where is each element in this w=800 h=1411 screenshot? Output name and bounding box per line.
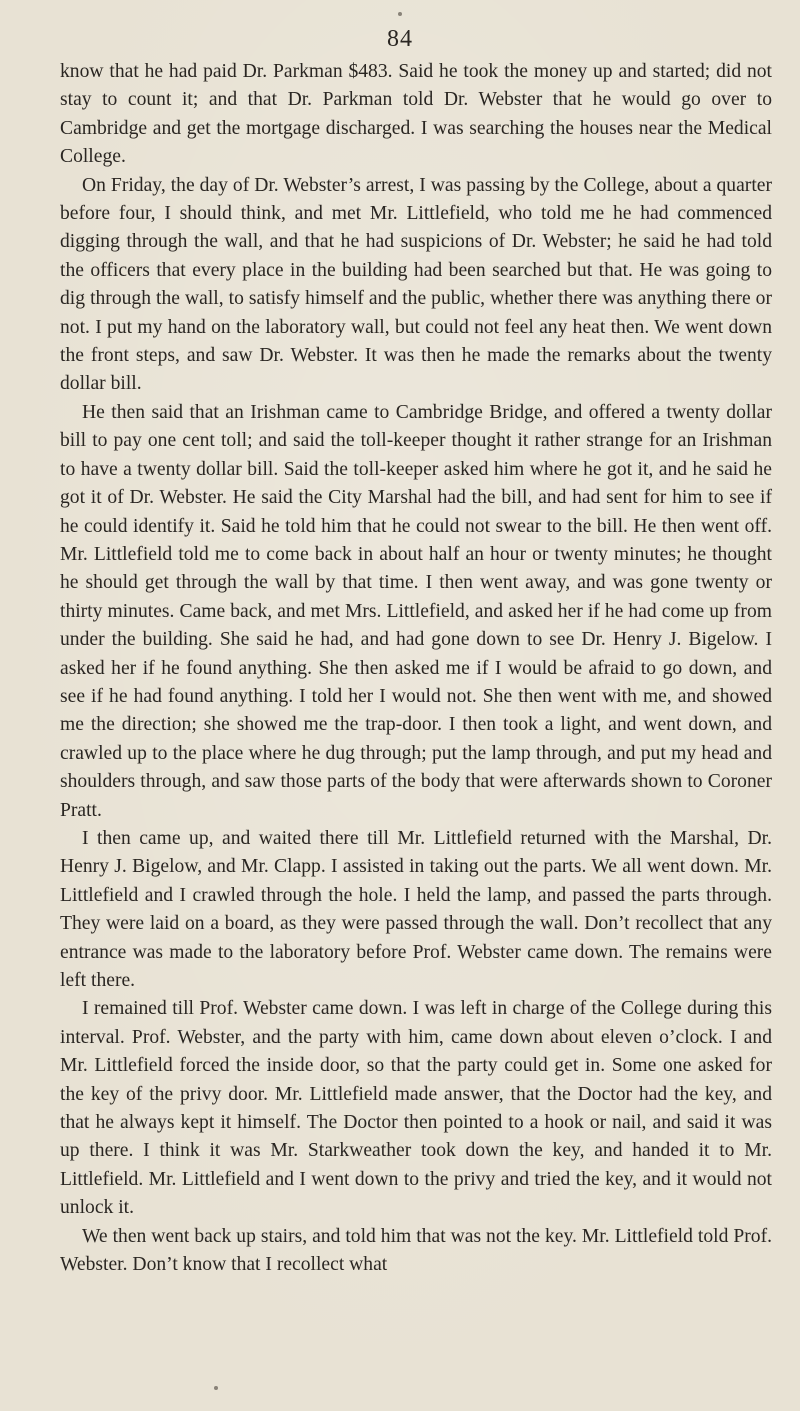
ink-speck (398, 12, 402, 16)
paragraph-3: He then said that an Irishman came to Cambridge Bridge, and offered a twenty dollar bill to pay one cent toll; and said the toll-keeper thought it rather strange for an Irishman to have a twenty dollar bill. Said the toll-keeper asked him where he got it, and he said he got it of Dr. Webster. He said the City Marshal had the bill, and had sent for him to see if he could identify it. Said he told him that he could not swear to the bill. He then went off. Mr. Littlefield told me to come back in about half an hour or twenty minutes; he thought he should get through the wall by that time. I then went away, and was gone twenty or thirty minutes. Came back, and met Mrs. Littlefield, and asked her if he had come up from under the building. She said he had, and had gone down to see Dr. Henry J. Bigelow. I asked her if he found anything. She then asked me if I would be afraid to go down, and see if he had found anything. I told her I would not. She then went with me, and showed me the direction; she showed me the trap-door. I then took a light, and went down, and crawled up to the place where he dug through; put the lamp through, and put my head and shoulders through, and saw those parts of the body that were afterwards shown to Coroner Pratt. (60, 401, 772, 821)
paragraph-2: On Friday, the day of Dr. Webster’s arrest, I was passing by the College, about a quarter before four, I should think, and met Mr. Littlefield, who told me he had commenced digging through the wall, and that he had suspicions of Dr. Webster; he said he had told the officers that every place in the building had been searched but that. He was going to dig through the wall, to satisfy himself and the public, whether there was anything there or not. I put my hand on the laboratory wall, but could not feel any heat then. We went down the front steps, and saw Dr. Webster. It was then he made the remarks about the twenty dollar bill. (60, 174, 772, 395)
paragraph-6: We then went back up stairs, and told him that was not the key. Mr. Littlefield told Prof. Webster. Don’t know that I recollect what (60, 1225, 772, 1276)
ink-speck (214, 1386, 218, 1390)
body-text (60, 58, 772, 1279)
paragraph-1: know that he had paid Dr. Parkman $483. Said he took the money up and started; did not stay to count it; and that Dr. Parkman told Dr. Webster that he would go over to Cambridge and get the mortgage discharged. I was searching the houses near the Medical College. (60, 61, 772, 168)
paragraph-4: I then came up, and waited there till Mr. Littlefield returned with the Marshal, Dr. Henry J. Bigelow, and Mr. Clapp. I assisted in taking out the parts. We all went down. Mr. Littlefield and I crawled through the hole. I held the lamp, and passed the parts through. They were laid on a board, as they were passed through the wall. Don’t recollect that any entrance was made to the laboratory before Prof. Webster came down. The remains were left there. (60, 827, 772, 991)
paragraph-5: I remained till Prof. Webster came down. I was left in charge of the College during this interval. Prof. Webster, and the party with him, came down about eleven o’clock. I and Mr. Littlefield forced the inside door, so that the party could get in. Some one asked for the key of the privy door. Mr. Littlefield made answer, that the Doctor had the key, and that he always kept it himself. The Doctor then pointed to a hook or nail, and said it was up there. I think it was Mr. Starkweather took down the key, and handed it to Mr. Littlefield. Mr. Littlefield and I went down to the privy and tried the key, and it would not unlock it. (60, 998, 772, 1219)
page-number: 84 (387, 26, 413, 52)
